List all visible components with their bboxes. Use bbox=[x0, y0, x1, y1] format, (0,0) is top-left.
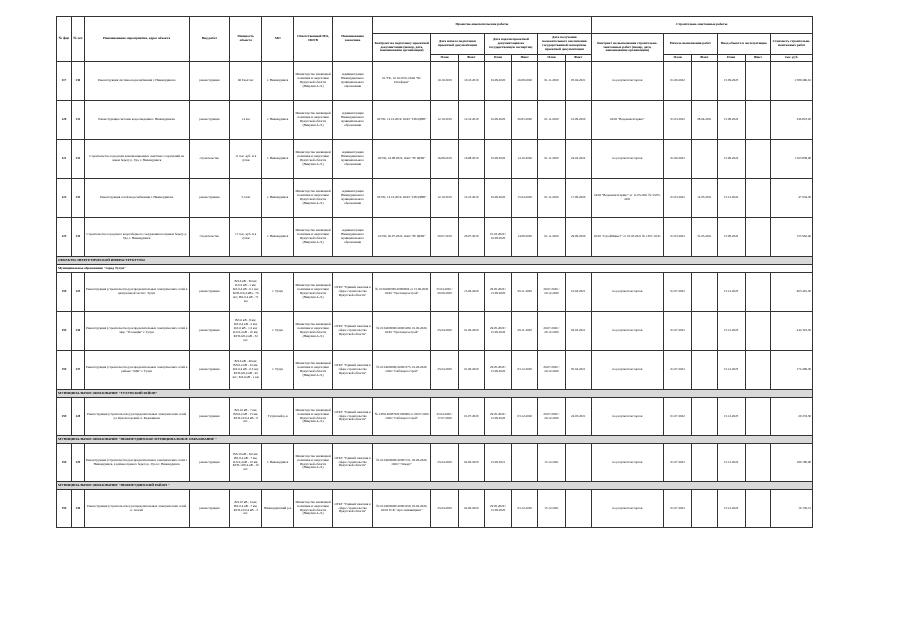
cell-expertise-result-plan: 01.11.2020 bbox=[538, 62, 566, 101]
cell-work-type: реконструкция bbox=[189, 101, 230, 140]
cell-commissioning-plan: 15.09.2022 bbox=[717, 101, 745, 140]
table-row bbox=[57, 101, 813, 140]
cell-expertise-result-plan: 01.11.2020 bbox=[538, 101, 566, 140]
table-row bbox=[57, 62, 813, 101]
cell-expertise-result-fact: 10.02.2021 bbox=[565, 273, 591, 312]
cell-design-start-fact: 01.07.2020 bbox=[458, 398, 484, 436]
cell-commissioning-fact bbox=[745, 140, 771, 179]
cell-commissioning-plan: 15.12.2023 bbox=[717, 398, 745, 436]
cell-work-type: строительство bbox=[189, 140, 230, 179]
cell-cost: 20 233,30 bbox=[771, 398, 813, 436]
cell-expertise-submit-plan: 01.09.2020 bbox=[484, 179, 512, 218]
cell-cost: 180 180,00 bbox=[771, 444, 813, 482]
cell-commissioning-plan: 15.12.2023 bbox=[717, 490, 745, 528]
cell-project-name: Реконструкция (строительство) распределительных электрических сетей в мкр. "Угольщик" г. Тулун bbox=[84, 312, 189, 351]
cell-mo: г. Нижнеудинск bbox=[262, 140, 294, 179]
header-smr-contract: Контракт на выполнение строительно-монтажных работ (номер, дата, наименование организации) bbox=[591, 34, 664, 62]
cell-cost: 10 139,31 bbox=[771, 490, 813, 528]
header-group-design: Проектно-изыскательские работы bbox=[373, 17, 591, 34]
cell-design-start-plan: 12.10.2019 bbox=[431, 179, 459, 218]
cell-smr-start-plan: 01.03.2022 bbox=[664, 101, 692, 140]
cell-smr-start-plan: 01.07.2022 bbox=[664, 444, 692, 482]
cell-commissioning-fact bbox=[745, 62, 771, 101]
cell-expertise-result-plan: 29.07.2020 / 20.12.2020 bbox=[538, 351, 566, 390]
cell-row-number: 137 bbox=[71, 351, 84, 390]
cell-expertise-result-fact: 02.02.2021 bbox=[565, 312, 591, 351]
cell-expertise-submit-plan: 29.05.2020 / 15.09.2020 bbox=[484, 273, 512, 312]
cell-smr-contract: по результатам торгов bbox=[591, 140, 664, 179]
section-row bbox=[57, 265, 813, 273]
section-title: МУНИЦИПАЛЬНОЕ ОБРАЗОВАНИЕ "НИЖНЕУДИНСКИЙ РАЙОН " bbox=[57, 482, 813, 490]
cell-work-type: реконструкция bbox=[189, 351, 230, 390]
cell-smr-contract: по результатам торгов bbox=[591, 273, 664, 312]
cell-design-start-plan: 25.04.2020 bbox=[431, 351, 459, 390]
cell-project-name: Строительство городских канализационных очистных сооружений на левом берегу р. Уда, г. Нижнеудинск bbox=[84, 140, 189, 179]
cell-smr-start-plan: 01.03.2022 bbox=[664, 179, 692, 218]
cell-design-start-plan: 25.04.2020 bbox=[431, 312, 459, 351]
cell-smr-start-fact bbox=[692, 312, 718, 351]
cell-expertise-submit-plan: 01.09.2020 bbox=[484, 140, 512, 179]
section-row bbox=[57, 436, 813, 444]
cell-expertise-submit-fact: 26.08.2020 bbox=[512, 62, 538, 101]
cell-customer: ОГКУ "Единый заказчик в сфере строительства Иркутской области" bbox=[332, 398, 373, 436]
cell-design-start-fact: 16.08.2019 bbox=[458, 140, 484, 179]
cell-row-number: 130 bbox=[71, 490, 84, 528]
header-fcp: № фцп bbox=[57, 17, 72, 62]
cell-cost: 346 823,20 bbox=[771, 101, 813, 140]
cell-commissioning-plan: 15.12.2023 bbox=[717, 273, 745, 312]
cell-expertise-result-fact: 24.03.2021 bbox=[565, 398, 591, 436]
cell-project-name: Реконструкция сетей водоснабжения г. Нижнеудинска bbox=[84, 179, 189, 218]
cell-responsible: Министерство жилищной политики и энергетики Иркутской области (Никулин А.Л.) bbox=[294, 490, 332, 528]
cell-mo: Тулунский р-н bbox=[262, 398, 294, 436]
cell-row-number: 129 bbox=[71, 444, 84, 482]
cell-mo: г. Нижнеудинск bbox=[262, 218, 294, 257]
section-row bbox=[57, 390, 813, 398]
cell-design-start-fact: 02.06.2020 bbox=[458, 444, 484, 482]
cell-expertise-result-fact: 29.09.2020 bbox=[565, 218, 591, 257]
header-unit: тыс. руб. bbox=[771, 55, 813, 62]
cell-smr-start-fact bbox=[692, 444, 718, 482]
cell-smr-contract: по результатам торгов bbox=[591, 490, 664, 528]
cell-expertise-result-fact: 24.02.2022 bbox=[565, 140, 591, 179]
cell-commissioning-plan: 15.12.2023 bbox=[717, 351, 745, 390]
cell-smr-start-plan: 01.09.2022 bbox=[664, 140, 692, 179]
section-row bbox=[57, 482, 813, 490]
cell-expertise-result-plan: 15.12.2021 bbox=[538, 444, 566, 482]
cell-cost: 174 499,30 bbox=[771, 351, 813, 390]
cell-fcp-number: 121 bbox=[57, 140, 72, 179]
cell-expertise-result-plan: 29.07.2020 / 20.12.2020 bbox=[538, 312, 566, 351]
header-row-groups bbox=[57, 17, 813, 34]
cell-design-start-plan: 25.04.2020 bbox=[431, 444, 459, 482]
cell-capacity: 17 тыс. куб. м в сутки bbox=[230, 218, 262, 257]
cell-capacity: ВЛ-10 кВ - 8,0 км; ВЛ-0,4 кВ - 7 км; КЛ-0,4 кВ - 10 км; КТП-10/0,4 кВ - 10 шт. bbox=[230, 444, 262, 482]
cell-expertise-submit-fact: 15.04.2020 bbox=[512, 179, 538, 218]
header-capacity: Мощность объекта bbox=[230, 17, 262, 62]
cell-smr-start-plan: 01.07.2022 bbox=[664, 273, 692, 312]
cell-row-number: 133 bbox=[71, 179, 84, 218]
section-title: Муниципальное образование "город Тулун" bbox=[57, 265, 813, 273]
header-fact: Факт bbox=[512, 55, 538, 62]
cell-design-start-plan: 25.04.2020 / 20.06.2020 bbox=[431, 273, 459, 312]
header-plan: План bbox=[538, 55, 566, 62]
cell-design-start-plan: 12.10.2019 bbox=[431, 101, 459, 140]
cell-design-contract: № 0134200000120001659, 02.06.2020, ООО ГСК "Арзэ инжиниринг" bbox=[373, 490, 431, 528]
table-row bbox=[57, 312, 813, 351]
cell-project-name: Строительство городского водозаборного сооружения на правом берегу р. Уда, г. Нижнеудинск bbox=[84, 218, 189, 257]
cell-expertise-result-fact bbox=[565, 444, 591, 482]
cell-expertise-submit-plan: 01.09.2020 bbox=[484, 62, 512, 101]
header-expertise-result: Дата получения положительного заключения государственной экспертизы проектной документации bbox=[538, 34, 592, 55]
cell-mo: г. Тулун bbox=[262, 273, 294, 312]
cell-fcp-number: 120 bbox=[57, 101, 72, 140]
cell-smr-contract: по результатам торгов bbox=[591, 398, 664, 436]
cell-smr-contract: по результатам торгов bbox=[591, 351, 664, 390]
cell-responsible: Министерство жилищной политики и энергетики Иркутской области (Никулин А.Л.) bbox=[294, 218, 332, 257]
cell-design-start-fact: 01.06.2020 bbox=[458, 312, 484, 351]
header-plan: План bbox=[717, 55, 745, 62]
cell-expertise-result-plan: 15.12.2021 bbox=[538, 490, 566, 528]
table-row bbox=[57, 218, 813, 257]
cell-customer: ОГКУ "Единый заказчик в сфере строительства Иркутской области" bbox=[332, 312, 373, 351]
cell-cost: 244 323,50 bbox=[771, 312, 813, 351]
cell-smr-start-plan: 01.07.2022 bbox=[664, 490, 692, 528]
cell-capacity: ВЛ-10 кВ - 7 км; ВЛ-0,4 кВ - 15 км; КТП-10/0,4 кВ - 9 шт. bbox=[230, 398, 262, 436]
header-responsible: Ответственный МО, ИОГВ bbox=[294, 17, 332, 62]
cell-design-contract: 01/УК, 10.10.2019, ООО "БС Платформ" bbox=[373, 62, 431, 101]
cell-expertise-submit-fact: 26.05.2020 bbox=[512, 101, 538, 140]
cell-mo: г. Тулун bbox=[262, 351, 294, 390]
cell-expertise-submit-plan: 29.05.2020 / 15.09.2020 bbox=[484, 398, 512, 436]
cell-design-start-plan: 25.04.2020 bbox=[431, 490, 459, 528]
cell-fcp-number: 159 bbox=[57, 351, 72, 390]
cell-design-contract: № 0134200000120001480, 01.06.2020, ООО "Уралэнергострой" bbox=[373, 312, 431, 351]
cell-project-name: Реконструкция системы водоотведения г. Нижнеудинска bbox=[84, 101, 189, 140]
cell-project-name: Реконструкция (строительство) распределительных электрических сетей в центральной части г. Тулун bbox=[84, 273, 189, 312]
cell-commissioning-fact bbox=[745, 273, 771, 312]
cell-responsible: Министерство жилищной политики и энергетики Иркутской области (Никулин А.Л.) bbox=[294, 273, 332, 312]
header-expertise-submit: Дата подачи проектной документации на государственную экспертизу bbox=[484, 34, 537, 55]
cell-design-start-fact: 01.06.2020 bbox=[458, 351, 484, 390]
cell-row-number: 125 bbox=[71, 273, 84, 312]
cell-commissioning-fact bbox=[745, 444, 771, 482]
cell-expertise-submit-plan: 01.09.2020 bbox=[484, 101, 512, 140]
cell-mo: г. Тулун bbox=[262, 312, 294, 351]
cell-expertise-result-fact: 10.09.2020 bbox=[565, 101, 591, 140]
cell-smr-start-fact: 12.03.2021 bbox=[692, 179, 718, 218]
cell-design-contract: 02/УК, 12.10.2019, ООО "СПОДНП" bbox=[373, 101, 431, 140]
cell-smr-start-plan: 01.03.2022 bbox=[664, 218, 692, 257]
header-fact: Факт bbox=[692, 55, 718, 62]
cell-capacity: ВЛ-6 кВ - 36 км; КЛ-6 кВ - 1 км; КЛ-0,4 кВ - 0,1 км; КТП-6/0,4 кВа - 70 шт.; ВЛ-0,4 кВ - 71 км bbox=[230, 273, 262, 312]
cell-expertise-result-plan: 29.07.2020 / 20.12.2020 bbox=[538, 273, 566, 312]
cell-design-start-plan: 10.10.2019 bbox=[431, 62, 459, 101]
cell-row-number: 136 bbox=[71, 312, 84, 351]
cell-work-type: реконструкция bbox=[189, 490, 230, 528]
cell-design-contract: № 0134200000120001721, 02.06.2020, ООО "Элмарт" bbox=[373, 444, 431, 482]
cell-smr-start-plan: 01.09.2022 bbox=[664, 62, 692, 101]
cell-work-type: реконструкция bbox=[189, 444, 230, 482]
cell-design-contract: 03/УК, 12.10.2019, ООО "СПОДНП" bbox=[373, 179, 431, 218]
cell-responsible: Министерство жилищной политики и энергетики Иркутской области (Никулин А.Л.) bbox=[294, 179, 332, 218]
header-plan: План bbox=[484, 55, 512, 62]
cell-customer: Администрация Нижнеудинского муниципального образования bbox=[332, 218, 373, 257]
cell-work-type: реконструкция bbox=[189, 398, 230, 436]
cell-smr-contract: ООО "ВодоканалСервис" от 11.03.2021 № 53/03-2021 bbox=[591, 179, 664, 218]
header-plan: План bbox=[664, 55, 692, 62]
cell-responsible: Министерство жилищной политики и энергетики Иркутской области (Никулин А.Л.) bbox=[294, 398, 332, 436]
cell-work-type: реконструкция bbox=[189, 62, 230, 101]
cell-smr-start-fact bbox=[692, 490, 718, 528]
table-row bbox=[57, 179, 813, 218]
cell-smr-start-fact bbox=[692, 140, 718, 179]
cell-project-name: Реконструкция (строительство) распределительных электрических сетей п. Атагай bbox=[84, 490, 189, 528]
cell-commissioning-fact bbox=[745, 398, 771, 436]
cell-expertise-result-fact: 17.09.2020 bbox=[565, 179, 591, 218]
cell-smr-start-fact: 28.04.2021 bbox=[692, 101, 718, 140]
cell-fcp-number: 125 bbox=[57, 218, 72, 257]
cell-design-contract: № 0134200000120001375, 01.06.2020, ООО "Сибэнергострой" bbox=[373, 351, 431, 390]
cell-customer: ОГКУ "Единый заказчик в сфере строительства Иркутской области" bbox=[332, 444, 373, 482]
cell-responsible: Министерство жилищной политики и энергетики Иркутской области (Никулин А.Л.) bbox=[294, 351, 332, 390]
table-row bbox=[57, 398, 813, 436]
cell-design-start-fact: 12.10.2019 bbox=[458, 101, 484, 140]
cell-smr-contract: по результатам торгов bbox=[591, 62, 664, 101]
cell-fcp-number: 159 bbox=[57, 444, 72, 482]
cell-expertise-submit-fact: 09.11.2020 bbox=[512, 312, 538, 351]
cell-project-name: Реконструкция (строительство) распределительных электрических сетей в районе "ЛДК" г. Тулун bbox=[84, 351, 189, 390]
cell-mo: г. Нижнеудинск bbox=[262, 62, 294, 101]
section-title: МУНИЦИПАЛЬНОЕ ОБРАЗОВАНИЕ "ТУЛУНСКИЙ РАЙОН" bbox=[57, 390, 813, 398]
cell-capacity: ВЛ-10 кВ - 6 км; ВЛ-0,4 кВ - 7 км; КТП-10/0,4 кВ - 3 шт. bbox=[230, 490, 262, 528]
cell-cost: 47 034,30 bbox=[771, 179, 813, 218]
cell-fcp-number: 159 bbox=[57, 398, 72, 436]
cell-expertise-submit-plan: 29.05.2020 / 15.09.2020 bbox=[484, 312, 512, 351]
cell-design-start-fact: 15.06.2020 bbox=[458, 273, 484, 312]
cell-expertise-result-plan: 01.11.2020 bbox=[538, 140, 566, 179]
cell-commissioning-plan: 15.09.2022 bbox=[717, 218, 745, 257]
cell-fcp-number: 159 bbox=[57, 273, 72, 312]
cell-project-name: Реконструкция системы водоснабжения г. Нижнеудинска bbox=[84, 62, 189, 101]
header-name: Наименование мероприятия, адрес объекта bbox=[84, 17, 189, 62]
header-customer: Наименование заказчика bbox=[332, 17, 373, 62]
header-group-construction: Строительно-монтажные работы bbox=[591, 17, 812, 34]
cell-capacity: ВЛ-6 кВ - 8 км; КЛ-0,4 кВ - 2 км; КЛ-6 кВ - 1,5 км; КЛ-0,4 кВ - 10 км; КТП-6/0,4 кВ - 32 шт. bbox=[230, 312, 262, 351]
header-mo: МО bbox=[262, 17, 294, 62]
cell-capacity: 14 км bbox=[230, 101, 262, 140]
header-fact: Факт bbox=[565, 55, 591, 62]
cell-commissioning-plan: 15.09.2023 bbox=[717, 140, 745, 179]
cell-capacity: ВЛ-6 кВ - 40 км; ВЛ-0,4 кВ - 32 км; КЛ-0,4 кВ - 0,5 км; КТП-6/0,4 кВ - 42 шт.; КЛ-6 кВ - 1 км bbox=[230, 351, 262, 390]
cell-customer: Администрация Нижнеудинского муниципального образования bbox=[332, 101, 373, 140]
cell-expertise-submit-plan: 01.03.2020 / 01.09.2020 bbox=[484, 218, 512, 257]
cell-capacity: 11 тыс. куб. м в сутки bbox=[230, 140, 262, 179]
cell-expertise-submit-fact: 14.10.2020 bbox=[512, 140, 538, 179]
cell-design-start-fact: 12.10.2019 bbox=[458, 179, 484, 218]
cell-work-type: реконструкция bbox=[189, 273, 230, 312]
cell-expertise-submit-fact: 03.12.2020 bbox=[512, 351, 538, 390]
cell-responsible: Министерство жилищной политики и энергетики Иркутской области (Никулин А.Л.) bbox=[294, 101, 332, 140]
cell-fcp-number: 122 bbox=[57, 179, 72, 218]
header-commissioning: Ввод объекта в эксплуатацию bbox=[717, 34, 770, 55]
cell-smr-start-fact bbox=[692, 273, 718, 312]
table-row bbox=[57, 444, 813, 482]
cell-customer: ОГКУ "Единый заказчик в сфере строительства Иркутской области" bbox=[332, 351, 373, 390]
cell-customer: ОГКУ "Единый заказчик в сфере строительства Иркутской области" bbox=[332, 273, 373, 312]
cell-smr-start-fact: 31.03.2021 bbox=[692, 218, 718, 257]
header-fact: Факт bbox=[745, 55, 771, 62]
cell-design-start-fact: 10.10.2019 bbox=[458, 62, 484, 101]
cell-fcp-number: 159 bbox=[57, 312, 72, 351]
projects-table bbox=[56, 16, 813, 528]
cell-smr-start-fact bbox=[692, 62, 718, 101]
cell-smr-contract: ООО "ВодоканалСервис" bbox=[591, 101, 664, 140]
cell-responsible: Министерство жилищной политики и энергетики Иркутской области (Никулин А.Л.) bbox=[294, 140, 332, 179]
cell-commissioning-plan: 15.09.2023 bbox=[717, 62, 745, 101]
cell-responsible: Министерство жилищной политики и энергетики Иркутской области (Никулин А.Л.) bbox=[294, 62, 332, 101]
cell-expertise-result-plan: 01.11.2020 bbox=[538, 218, 566, 257]
cell-customer: Администрация Нижнеудинского муниципального образования bbox=[332, 62, 373, 101]
cell-commissioning-plan: 15.12.2022 bbox=[717, 179, 745, 218]
cell-smr-start-plan: 01.07.2022 bbox=[664, 312, 692, 351]
cell-commissioning-fact bbox=[745, 101, 771, 140]
cell-expertise-result-fact: 05.04.2021 bbox=[565, 351, 591, 390]
header-cost: Стоимость строительно-монтажных работ bbox=[771, 34, 813, 55]
cell-responsible: Министерство жилищной политики и энергетики Иркутской области (Никулин А.Л.) bbox=[294, 444, 332, 482]
cell-expertise-submit-fact: 14.08.2020 bbox=[512, 218, 538, 257]
cell-mo: г. Нижнеудинск bbox=[262, 444, 294, 482]
section-title: МУНИЦИПАЛЬНОЕ ОБРАЗОВАНИЕ "НИЖНЕУДИНСКОЕ МУНИЦИПАЛЬНОЕ ОБРАЗОВАНИЕ " bbox=[57, 436, 813, 444]
cell-fcp-number: 159 bbox=[57, 490, 72, 528]
cell-commissioning-fact bbox=[745, 218, 771, 257]
cell-smr-start-fact bbox=[692, 398, 718, 436]
cell-commissioning-plan: 15.12.2023 bbox=[717, 312, 745, 351]
cell-design-start-plan: 16.08.2019 bbox=[431, 140, 459, 179]
table-row bbox=[57, 490, 813, 528]
cell-mo: г. Нижнеудинск bbox=[262, 101, 294, 140]
cell-row-number: 134 bbox=[71, 218, 84, 257]
cell-design-start-fact: 02.06.2020 bbox=[458, 490, 484, 528]
cell-smr-start-plan: 01.07.2022 bbox=[664, 351, 692, 390]
cell-row-number: 128 bbox=[71, 398, 84, 436]
cell-project-name: Реконструкция (строительство) распределительных электрических сетей ул. Красногорский, п. Евдокимова bbox=[84, 398, 189, 436]
cell-smr-contract: по результатам торгов bbox=[591, 312, 664, 351]
cell-expertise-submit-fact: 03.12.2020 bbox=[512, 398, 538, 436]
header-pp: № п/п bbox=[71, 17, 84, 62]
table-row bbox=[57, 273, 813, 312]
cell-design-start-plan: 20.07.2019 bbox=[431, 218, 459, 257]
cell-design-contract: 20/УК, 16.08.2019, ОАО "ЗЕ ЦЕШ" bbox=[373, 140, 431, 179]
cell-smr-contract: ООО "СтройИнвест" от 01.03.2021 № 1307-16/21 bbox=[591, 218, 664, 257]
cell-expertise-result-fact bbox=[565, 490, 591, 528]
cell-design-contract: № 0134200000120000604 от 15.06.2020 ООО "Уралэнергострой" bbox=[373, 273, 431, 312]
cell-row-number: 131 bbox=[71, 101, 84, 140]
cell-customer: ОГКУ "Единый заказчик в сфере строительства Иркутской области" bbox=[332, 490, 373, 528]
cell-responsible: Министерство жилищной политики и энергетики Иркутской области (Никулин А.Л.) bbox=[294, 312, 332, 351]
cell-smr-start-plan: 01.07.2022 bbox=[664, 398, 692, 436]
cell-commissioning-fact bbox=[745, 312, 771, 351]
cell-cost: 1 563 838,00 bbox=[771, 140, 813, 179]
cell-project-name: Реконструкция (строительство) распределительных электрических сетей г. Нижнеудинск, в районе правого берега р. Уда в г. Нижнеудинск bbox=[84, 444, 189, 482]
cell-work-type: реконструкция bbox=[189, 312, 230, 351]
header-design-contract: Контракт на подготовку проектной документации (номер, дата, наименование организации) bbox=[373, 34, 431, 62]
cell-capacity: 66 Гкал/час bbox=[230, 62, 262, 101]
document-sheet bbox=[56, 16, 813, 528]
cell-design-contract: № 2381146387920 000000 от 09.07.2020 ООО "Сибэнергострой" bbox=[373, 398, 431, 436]
cell-expertise-result-fact: 05.04.2021 bbox=[565, 62, 591, 101]
cell-customer: Администрация Нижнеудинского муниципального образования bbox=[332, 140, 373, 179]
header-fact: Факт bbox=[458, 55, 484, 62]
cell-design-start-plan: 25.04.2020 / 17.07.2020 bbox=[431, 398, 459, 436]
header-design-start: Дата начала подготовки проектной документации bbox=[431, 34, 484, 55]
header-smr-start: Начало выполнения работ bbox=[664, 34, 717, 55]
cell-fcp-number: 117 bbox=[57, 62, 72, 101]
cell-expertise-submit-fact: 09.11.2020 bbox=[512, 273, 538, 312]
cell-mo: Нижнеудинский р-н bbox=[262, 490, 294, 528]
cell-expertise-result-plan: 01.11.2020 bbox=[538, 179, 566, 218]
cell-smr-contract: по результатам торгов bbox=[591, 444, 664, 482]
cell-cost: 725 962,40 bbox=[771, 218, 813, 257]
cell-expertise-submit-fact bbox=[512, 444, 538, 482]
section-row bbox=[57, 257, 813, 265]
cell-design-contract: 16/УК, 20.07.2019, ОАО "ЗЕ ЦЕШ" bbox=[373, 218, 431, 257]
cell-expertise-submit-plan: 29.05.2020 / 15.09.2020 bbox=[484, 351, 512, 390]
cell-row-number: 132 bbox=[71, 140, 84, 179]
cell-expertise-result-plan: 29.07.2020 / 20.12.2020 bbox=[538, 398, 566, 436]
cell-commissioning-fact bbox=[745, 179, 771, 218]
cell-cost: 1 589 496,61 bbox=[771, 62, 813, 101]
cell-customer: Администрация Нижнеудинского муниципального образования bbox=[332, 179, 373, 218]
cell-commissioning-fact bbox=[745, 351, 771, 390]
section-title: ОБЪЕКТЫ ЭНЕРГЕТИЧЕСКОЙ ИНФРАСТРУКТУРЫ bbox=[57, 257, 813, 265]
cell-commissioning-plan: 15.12.2023 bbox=[717, 444, 745, 482]
cell-work-type: строительство bbox=[189, 218, 230, 257]
cell-expertise-submit-plan: 29.05.2020 / 15.09.2020 bbox=[484, 490, 512, 528]
cell-expertise-submit-plan: 15.09.2021 bbox=[484, 444, 512, 482]
cell-cost: 463 491,50 bbox=[771, 273, 813, 312]
cell-mo: г. Нижнеудинск bbox=[262, 179, 294, 218]
cell-work-type: реконструкция bbox=[189, 179, 230, 218]
cell-commissioning-fact bbox=[745, 490, 771, 528]
cell-row-number: 130 bbox=[71, 62, 84, 101]
header-plan: План bbox=[431, 55, 459, 62]
header-work-type: Вид работ bbox=[189, 17, 230, 62]
cell-smr-start-fact bbox=[692, 351, 718, 390]
cell-design-start-fact: 20.07.2019 bbox=[458, 218, 484, 257]
cell-expertise-submit-fact: 03.12.2020 bbox=[512, 490, 538, 528]
table-row bbox=[57, 351, 813, 390]
cell-capacity: 5,3 км bbox=[230, 179, 262, 218]
table-row bbox=[57, 140, 813, 179]
